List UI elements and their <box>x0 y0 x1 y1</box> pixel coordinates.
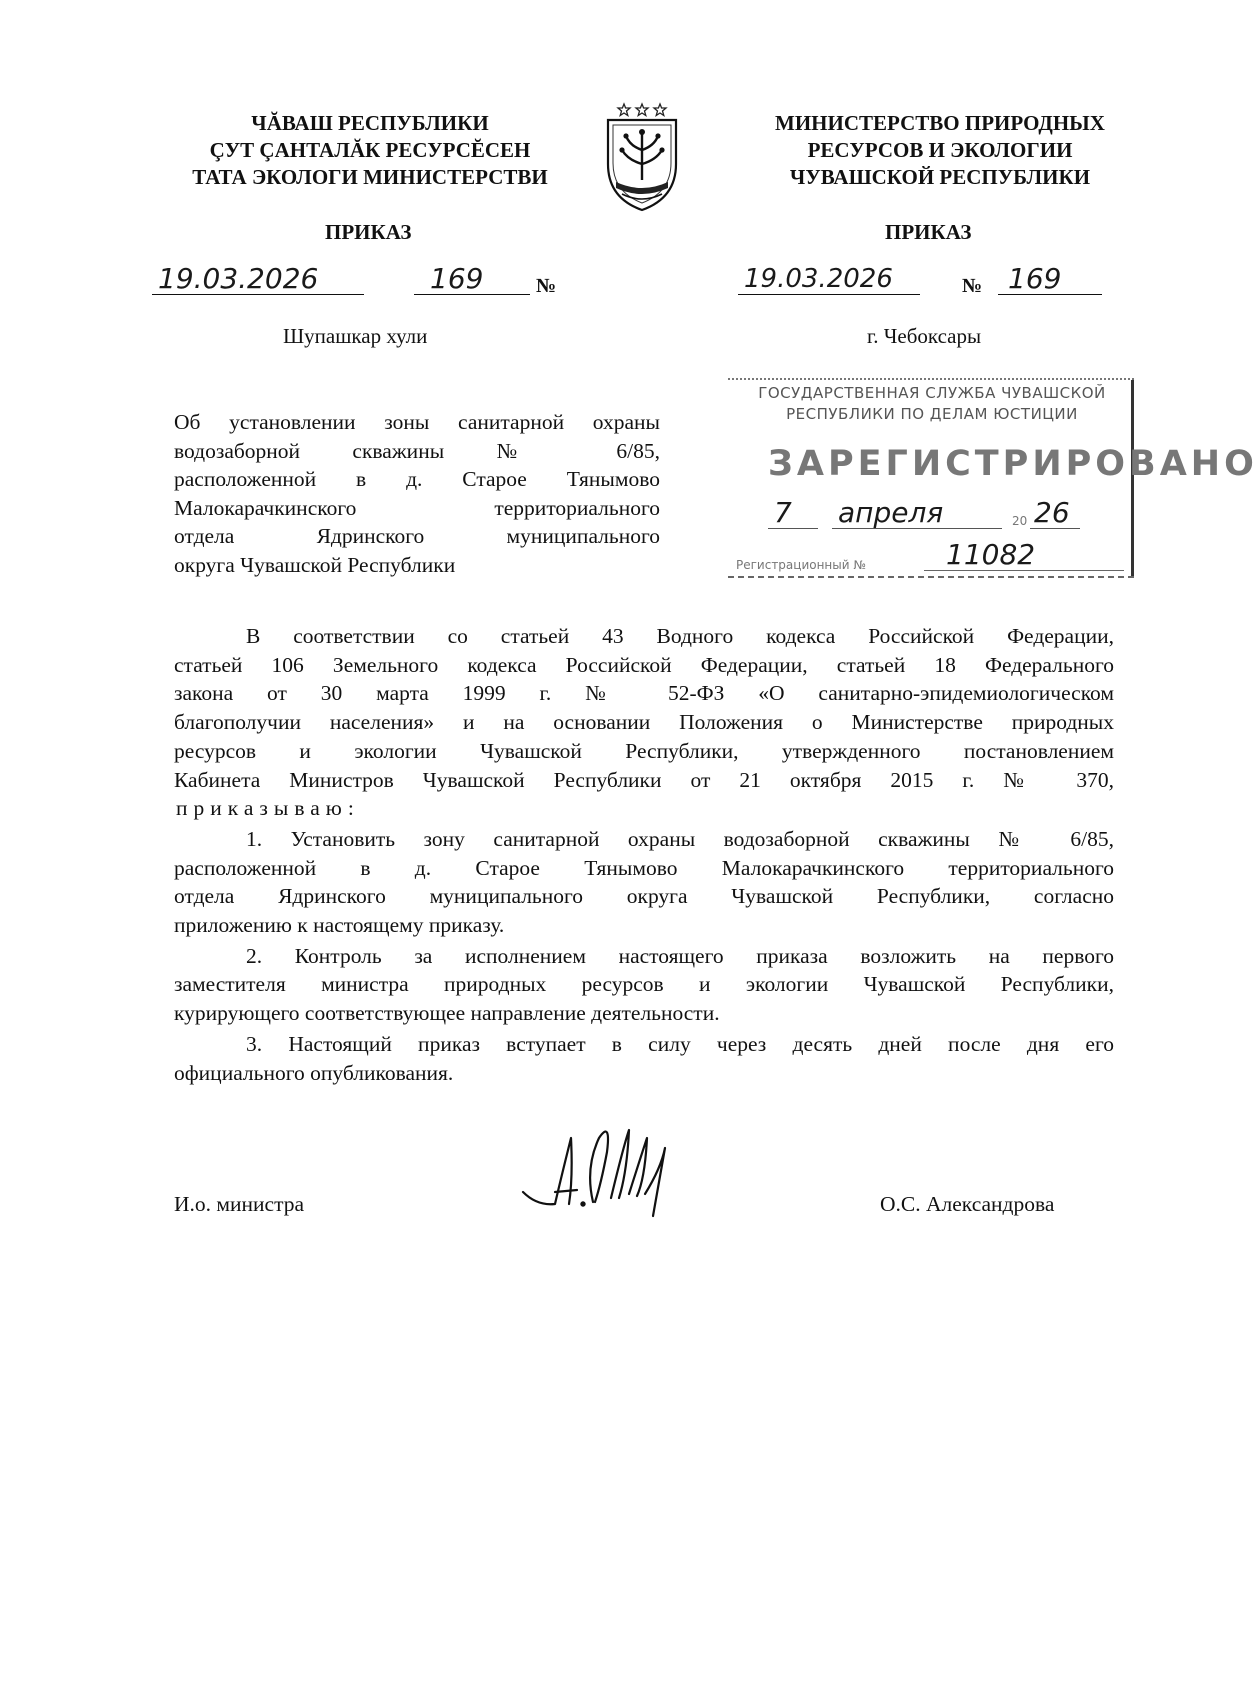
body-line: курирующего соответствующее направление деятельности. <box>174 1001 720 1026</box>
subject-line: водозаборной скважины № 6/85, <box>174 438 660 463</box>
stamp-org-line: ГОСУДАРСТВЕННАЯ СЛУЖБА ЧУВАШСКОЙ <box>758 384 1106 402</box>
right-org-line: РЕСУРСОВ И ЭКОЛОГИИ <box>807 138 1073 162</box>
body-line: В соответствии со статьей 43 Водного кодекса Российской Федерации, <box>246 624 1114 648</box>
right-org-line: ЧУВАШСКОЙ РЕСПУБЛИКИ <box>789 165 1091 189</box>
body-line: заместителя министра природных ресурсов и экологии Чувашской Республики, <box>174 972 1114 997</box>
subject-line: расположенной в д. Старое Тянымово <box>174 467 660 491</box>
left-number-handwritten: 169 <box>430 262 484 295</box>
left-org-line: ТАТА ЭКОЛОГИ МИНИСТЕРСТВИ <box>192 165 548 189</box>
signatory-position: И.о. министра <box>174 1192 305 1216</box>
subject-line: Об установлении зоны санитарной охраны <box>174 410 660 434</box>
stamp-year-handwritten: 26 <box>1034 496 1070 529</box>
stamp-status: ЗАРЕГИСТРИРОВАНО <box>768 444 1258 484</box>
subject-line: округа Чувашской Республики <box>174 552 456 577</box>
order-item-2 <box>174 942 1114 1028</box>
body-line: 3. Настоящий приказ вступает в силу через десять дней после дня его <box>246 1031 1114 1056</box>
right-doc-type: ПРИКАЗ <box>885 220 972 244</box>
body-line: Кабинета Министров Чувашской Республики от 21 октября 2015 г. № 370, <box>174 767 1114 792</box>
right-org-line: МИНИСТЕРСТВО ПРИРОДНЫХ <box>775 111 1105 135</box>
left-org-line: ÇУТ ÇАНТАЛĂК РЕСУРСĔСЕН <box>209 138 531 162</box>
left-doc-type: ПРИКАЗ <box>325 220 412 244</box>
order-body <box>174 622 1114 1087</box>
stamp-reg-label: Регистрационный № <box>736 558 866 572</box>
stamp-year-underline <box>1030 528 1080 529</box>
body-line: официального опубликования. <box>174 1060 454 1085</box>
signatory-name: О.С. Александрова <box>880 1192 1055 1216</box>
left-number-sign: № <box>536 275 557 297</box>
stamp-border <box>728 576 1134 578</box>
right-date-underline <box>738 294 920 295</box>
subject-line: Малокарачкинского территориального <box>174 495 660 520</box>
stamp-month-underline <box>832 528 1002 529</box>
left-date-underline <box>152 294 364 295</box>
stamp-reg-underline <box>924 570 1124 571</box>
order-item-3 <box>174 1030 1114 1087</box>
body-line: 1. Установить зону санитарной охраны водозаборной скважины № 6/85, <box>246 826 1114 851</box>
left-org-header <box>150 110 590 191</box>
right-date-handwritten: 19.03.2026 <box>744 264 893 294</box>
order-word-line <box>174 794 1114 823</box>
right-number-underline <box>998 294 1102 295</box>
right-place: г. Чебоксары <box>867 324 982 348</box>
left-number-underline <box>414 294 530 295</box>
body-line: приложению к настоящему приказу. <box>174 913 505 938</box>
preamble <box>174 622 1114 823</box>
body-line: 2. Контроль за исполнением настоящего приказа возложить на первого <box>246 943 1114 968</box>
stamp-org-line: РЕСПУБЛИКИ ПО ДЕЛАМ ЮСТИЦИИ <box>786 405 1078 423</box>
right-number-handwritten: 169 <box>1008 262 1062 295</box>
body-line: закона от 30 марта 1999 г. № 52-ФЗ «О санитарно-эпидемиологическом <box>174 681 1114 706</box>
stamp-year-prefix: 20 <box>1012 514 1028 528</box>
body-line: благополучии населения» и на основании Положения о Министерстве природных <box>174 710 1114 735</box>
body-line: расположенной в д. Старое Тянымово Малокарачкинского территориального <box>174 855 1114 880</box>
right-org-header <box>720 110 1160 191</box>
subject-line: отдела Ядринского муниципального <box>174 524 660 548</box>
body-line: статьей 106 Земельного кодекса Российской Федерации, статьей 18 Федерального <box>174 652 1114 677</box>
right-number-sign: № <box>962 275 983 297</box>
stamp-day-handwritten: 7 <box>774 496 792 529</box>
registration-stamp <box>728 378 1258 578</box>
stamp-month-handwritten: апреля <box>838 496 944 529</box>
stamp-day-underline <box>768 528 818 529</box>
handwritten-signature <box>515 1108 685 1220</box>
body-line: ресурсов и экологии Чувашской Республики, утвержденного постановлением <box>174 738 1114 763</box>
stamp-border <box>728 378 1134 380</box>
stamp-reg-number-handwritten: 11082 <box>946 538 1036 571</box>
chuvash-republic-emblem-icon <box>602 102 682 214</box>
left-place: Шупашкар хули <box>283 324 428 348</box>
left-date-handwritten: 19.03.2026 <box>158 262 319 295</box>
order-word: приказываю: <box>176 796 360 821</box>
left-org-line: ЧĂВАШ РЕСПУБЛИКИ <box>251 111 489 135</box>
order-subject <box>174 408 660 579</box>
body-line: отдела Ядринского муниципального округа Чувашской Республики, согласно <box>174 884 1114 909</box>
order-item-1 <box>174 825 1114 940</box>
